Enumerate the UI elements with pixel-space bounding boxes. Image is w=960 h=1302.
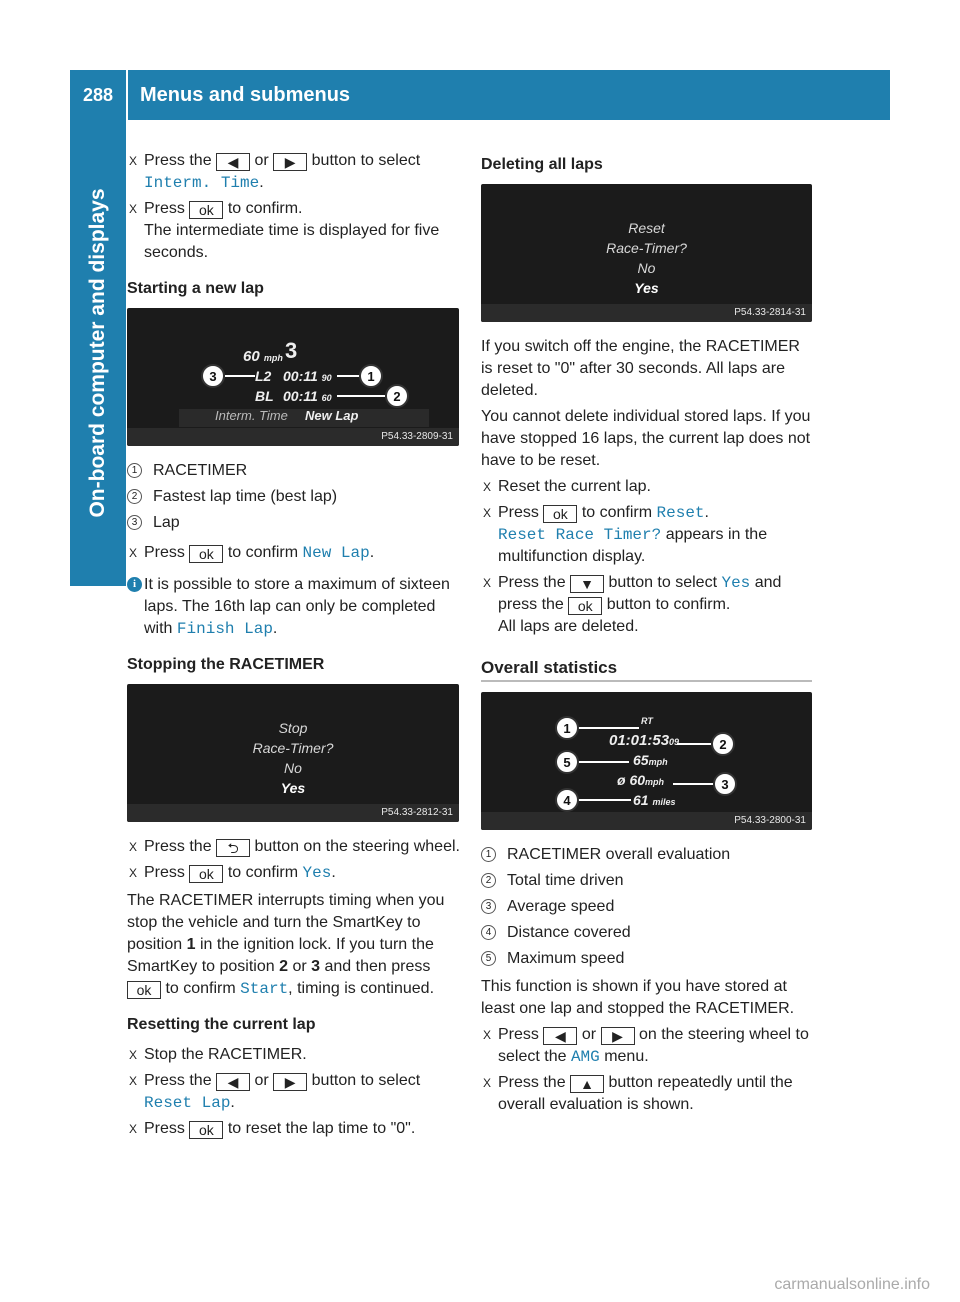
step-arrow-icon: X — [129, 1074, 138, 1088]
heading-reset-lap: Resetting the current lap — [127, 1016, 316, 1033]
ok-key-icon: ok — [189, 1121, 223, 1139]
term-reset: Reset — [656, 504, 705, 522]
legend-item: 2 Fastest lap time (best lap) — [127, 486, 460, 508]
step-select-interm-time: X Press the ◀ or ▶ button to select Interm. Time. — [129, 152, 421, 192]
delete-laps-paragraph: You cannot delete individual stored laps. If you have stopped 16 laps, the current lap does not have to be reset. — [481, 408, 811, 469]
legend-item: 3 Average speed — [481, 896, 812, 918]
term-yes: Yes — [721, 574, 751, 592]
svg-text:1: 1 — [563, 721, 571, 736]
display-reset: Reset Race-Timer? No Yes P54.33-2814-31 — [481, 184, 812, 322]
step-arrow-icon: X — [129, 1048, 138, 1062]
heading-new-lap: Starting a new lap — [127, 280, 264, 297]
callout-lines — [127, 308, 459, 446]
step-confirm-yes: X Press ok to confirm Yes. — [129, 864, 336, 882]
step-confirm: X Press ok to confirm. The intermediate time is displayed for five seconds. — [129, 200, 440, 261]
legend-item: 3 Lap — [127, 512, 460, 534]
ok-key-icon: ok — [543, 505, 577, 523]
overall-function-paragraph: This function is shown if you have stored at least one lap and stopped the RACETIMER. — [481, 978, 795, 1017]
info-note: i It is possible to store a maximum of sixteen laps. The 16th lap can only be completed with Finish Lap. — [127, 574, 460, 640]
down-arrow-key-icon: ▼ — [570, 575, 604, 593]
term-reset-race-timer: Reset Race Timer? — [498, 526, 662, 544]
step-arrow-icon: X — [129, 1122, 138, 1136]
step-reset-current-lap: X Reset the current lap. — [481, 476, 812, 498]
legend-item: 4 Distance covered — [481, 922, 812, 944]
info-icon: i — [127, 577, 142, 592]
side-tab-label: On-board computer and displays — [86, 188, 109, 518]
term-finish-lap: Finish Lap — [176, 620, 273, 638]
page-number: 288 — [82, 84, 114, 105]
heading-stop: Stopping the RACETIMER — [127, 656, 325, 673]
step-arrow-icon: X — [483, 1028, 492, 1042]
legend-item: 1 RACETIMER — [127, 460, 460, 482]
step-press-back: X Press the ⮌ button on the steering wheel. — [129, 838, 460, 856]
term-interm-time: Interm. Time — [144, 174, 260, 192]
step-stop-racetimer: X Stop the RACETIMER. — [127, 1044, 460, 1066]
svg-text:5: 5 — [563, 755, 571, 770]
right-arrow-key-icon: ▶ — [273, 1073, 307, 1091]
svg-text:4: 4 — [563, 793, 571, 808]
step-reset-lap-time: X Press ok to reset the lap time to "0". — [129, 1120, 416, 1138]
step-arrow-icon: X — [483, 576, 492, 590]
section-overall-statistics: Overall statistics — [481, 658, 812, 682]
step-arrow-icon: X — [129, 546, 138, 560]
legend-item: 2 Total time driven — [481, 870, 812, 892]
ok-key-icon: ok — [568, 597, 602, 615]
page-header — [70, 70, 890, 120]
left-arrow-key-icon: ◀ — [543, 1027, 577, 1045]
step-arrow-icon: X — [483, 480, 492, 494]
page-title: Menus and submenus — [140, 83, 351, 106]
ok-key-icon: ok — [189, 865, 223, 883]
callout-lines — [481, 692, 812, 830]
image-reference: P54.33-2809-31 — [381, 431, 453, 442]
up-arrow-key-icon: ▲ — [570, 1075, 604, 1093]
svg-text:2: 2 — [719, 737, 727, 752]
step-arrow-icon: X — [129, 840, 138, 854]
svg-text:1: 1 — [367, 369, 375, 384]
ok-key-icon: ok — [127, 981, 161, 999]
step-arrow-icon: X — [129, 202, 138, 216]
step-arrow-icon: X — [129, 154, 138, 168]
lap-number: 3 — [285, 338, 298, 363]
display-new-lap: 60 mph 3 L2 00:11 90 BL 00:11 60 Interm. Time New Lap 3 1 2 P54.33-2809-31 — [127, 308, 459, 446]
legend-item: 1 RACETIMER overall evaluation — [481, 844, 812, 866]
left-column — [127, 150, 460, 1144]
term-start: Start — [240, 980, 289, 998]
step-press-up: X Press the ▲ button repeatedly until the overall evaluation is shown. — [483, 1074, 793, 1113]
legend-item: 5 Maximum speed — [481, 948, 812, 970]
engine-off-paragraph: If you switch off the engine, the RACETIMER is reset to "0" after 30 seconds. All laps are deleted. — [481, 338, 800, 399]
term-amg: AMG — [570, 1048, 600, 1066]
svg-text:2: 2 — [393, 389, 401, 404]
step-arrow-icon: X — [129, 866, 138, 880]
display-overall: RT 01:01:5309 65mph ø 60mph 61 miles 1 5 4 2 3 P54.33-2800-31 — [481, 692, 812, 830]
term-yes: Yes — [302, 864, 332, 882]
right-arrow-key-icon: ▶ — [601, 1027, 635, 1045]
step-arrow-icon: X — [483, 1076, 492, 1090]
watermark: carmanualsonline.info — [774, 1276, 930, 1293]
svg-text:3: 3 — [209, 369, 217, 384]
image-reference: P54.33-2800-31 — [734, 815, 806, 826]
back-key-icon: ⮌ — [216, 839, 250, 857]
right-column — [481, 150, 812, 1120]
step-arrow-icon: X — [483, 506, 492, 520]
step-confirm-new-lap: X Press ok to confirm New Lap. — [129, 544, 375, 562]
ok-key-icon: ok — [189, 545, 223, 563]
step-select-amg: X Press ◀ or ▶ on the steering wheel to select the AMG menu. — [483, 1026, 809, 1066]
left-arrow-key-icon: ◀ — [216, 1073, 250, 1091]
step-select-reset-lap: X Press the ◀ or ▶ button to select Reset Lap. — [129, 1072, 421, 1112]
heading-delete-laps: Deleting all laps — [481, 156, 603, 173]
term-new-lap: New Lap — [302, 544, 370, 562]
ok-key-icon: ok — [189, 201, 223, 219]
step-confirm-reset: X Press ok to confirm Reset. Reset Race Timer? appears in the multifunction display. — [483, 504, 768, 565]
image-reference: P54.33-2814-31 — [734, 307, 806, 318]
display-stop: Stop Race-Timer? No Yes P54.33-2812-31 — [127, 684, 459, 822]
term-reset-lap: Reset Lap — [144, 1094, 231, 1112]
left-arrow-key-icon: ◀ — [216, 153, 250, 171]
right-arrow-key-icon: ▶ — [273, 153, 307, 171]
image-reference: P54.33-2812-31 — [381, 807, 453, 818]
svg-text:3: 3 — [721, 777, 729, 792]
step-select-yes: X Press the ▼ button to select Yes and press the ok button to confirm. All laps are deleted. — [483, 574, 782, 635]
racetimer-interrupt-paragraph: The RACETIMER interrupts timing when you stop the vehicle and turn the SmartKey to position 1 in the ignition lock. If you turn the SmartKey to position 2 or 3 and then press ok to confirm Start, timing is continued. — [127, 892, 445, 998]
